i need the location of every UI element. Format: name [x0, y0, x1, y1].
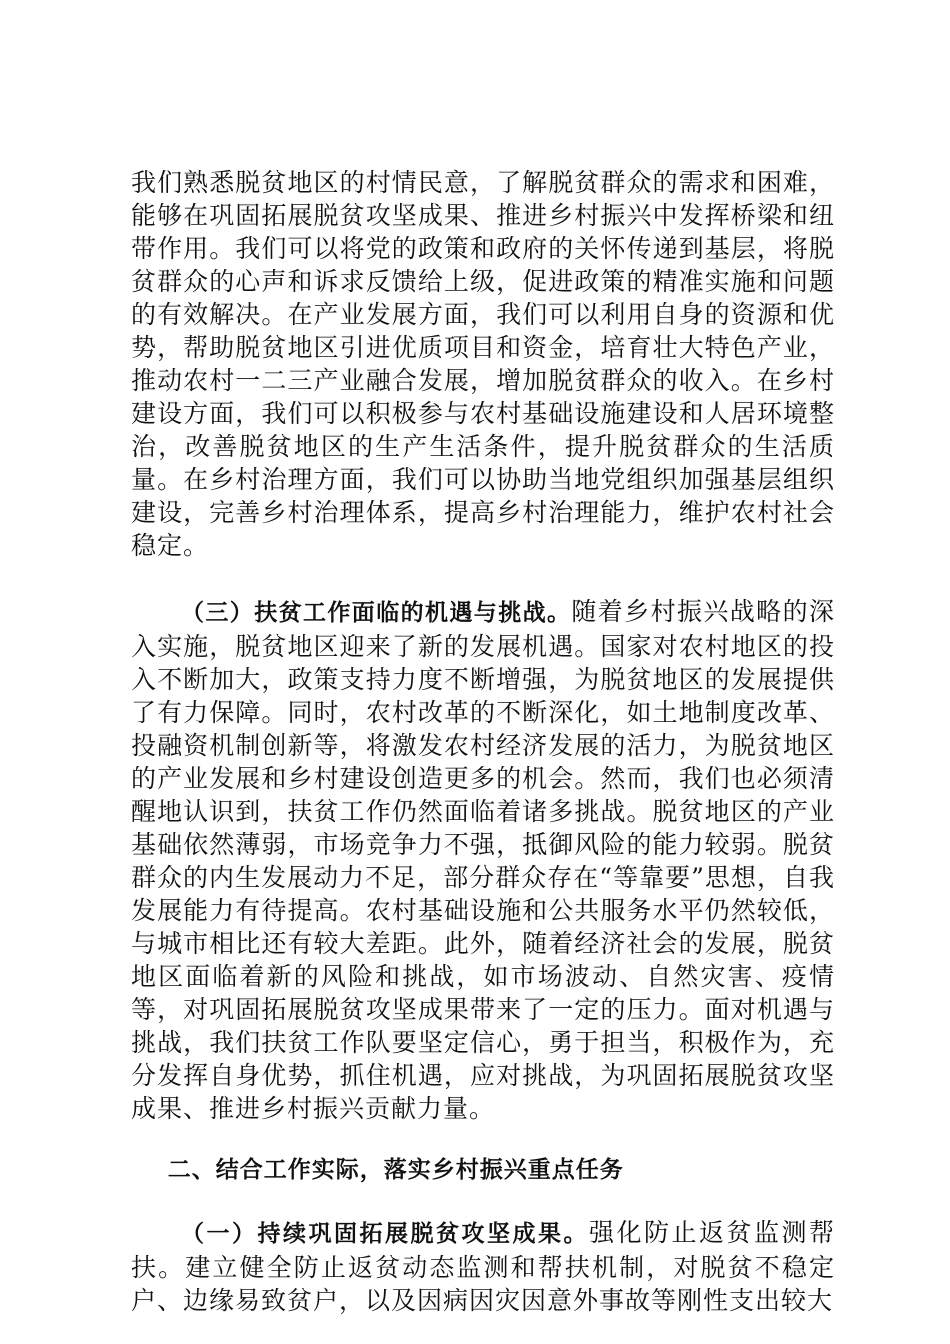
paragraph-consolidate-achievements [131, 1216, 835, 1317]
paragraph-intro: 我们熟悉脱贫地区的村情民意，了解脱贫群众的需求和困难，能够在巩固拓展脱贫攻坚成果、推进乡村振兴中发挥桥梁和纽带作用。我们可以将党的政策和政府的关怀传递到基层，将脱贫群众的心声和诉求反馈给上级，促进政策的精准实施和问题的有效解决。在产业发展方面，我们可以利用自身的资源和优势，帮助脱贫地区引进优质项目和资金，培育壮大特色产业，推动农村一二三产业融合发展，增加脱贫群众的收入。在乡村建设方面，我们可以积极参与农村基础设施建设和人居环境整治，改善脱贫地区的生产生活条件，提升脱贫群众的生活质量。在乡村治理方面，我们可以协助当地党组织加强基层组织建设，完善乡村治理体系，提高乡村治理能力，维护农村社会稳定。 [131, 168, 835, 560]
paragraph-opportunities-challenges [131, 595, 835, 1125]
section-heading: 二、结合工作实际，落实乡村振兴重点任务 [167, 1157, 624, 1183]
document-body [131, 166, 835, 1317]
paragraph-body-text: 随着乡村振兴战略的深入实施，脱贫地区迎来了新的发展机遇。国家对农村地区的投入不断加大，政策支持力度不断增强，为脱贫地区的发展提供了有力保障。同时，农村改革的不断深化，如土地制度改革、投融资机制创新等，将激发农村经济发展的活力，为脱贫地区的产业发展和乡村建设创造更多的机会。然而，我们也必须清醒地认识到，扶贫工作仍然面临着诸多挑战。脱贫地区的产业基础依然薄弱，市场竞争力不强，抵御风险的能力较弱。脱贫群众的内生发展动力不足，部分群众存在“等靠要”思想，自我发展能力有待提高。农村基础设施和公共服务水平仍然较低，与城市相比还有较大差距。此外，随着经济社会的发展，脱贫地区面临着新的风险和挑战，如市场波动、自然灾害、疫情等，对巩固拓展脱贫攻坚成果带来了一定的压力。面对机遇与挑战，我们扶贫工作队要坚定信心，勇于担当，积极作为，充分发挥自身优势，抓住机遇，应对挑战，为巩固拓展脱贫攻坚成果、推进乡村振兴贡献力量。 [131, 597, 835, 1123]
paragraph-lead-heading: （三）扶贫工作面临的机遇与挑战。 [181, 600, 572, 626]
paragraph-body-text: 强化防止返贫监测帮扶。建立健全防止返贫动态监测和帮扶机制，对脱贫不稳定户、边缘易致贫户，以及因病因灾因意外事故等刚性支出较大 [131, 1218, 835, 1315]
paragraph-lead-heading: （一）持续巩固拓展脱贫攻坚成果。 [181, 1221, 589, 1247]
